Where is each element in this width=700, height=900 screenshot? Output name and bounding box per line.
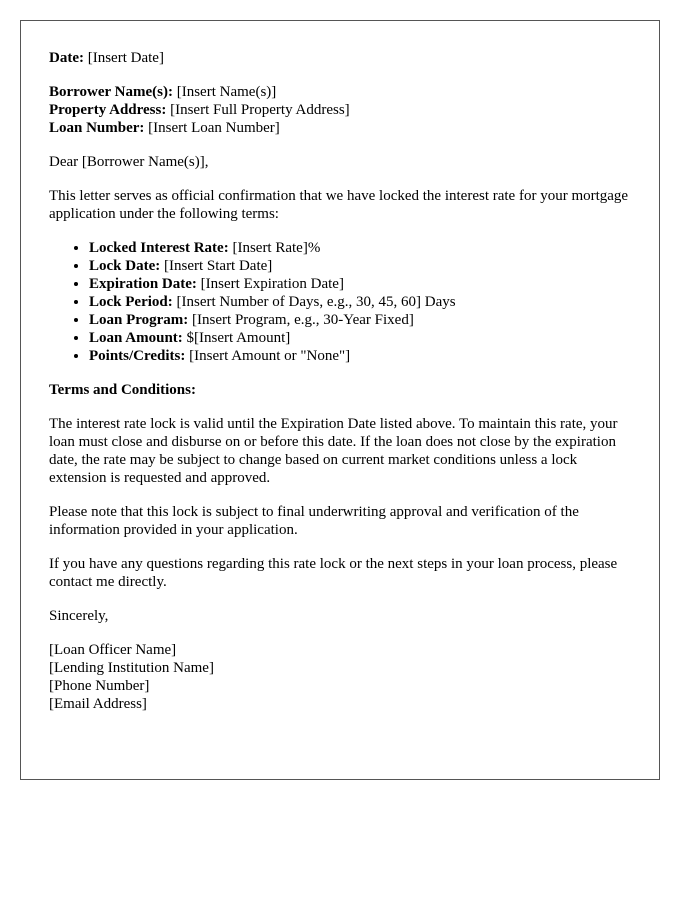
list-item <box>89 293 631 311</box>
list-item <box>89 275 631 293</box>
property-address-value: [Insert Full Property Address] <box>166 102 350 118</box>
borrower-name-line <box>49 83 631 101</box>
loan-officer-name: [Loan Officer Name] <box>49 642 177 658</box>
term-label: Loan Program: <box>89 312 189 328</box>
conditions-heading-text: Terms and Conditions: <box>49 382 196 398</box>
term-value: [Insert Number of Days, e.g., 30, 45, 60] Days <box>172 294 456 310</box>
term-label: Lock Period: <box>89 294 173 310</box>
conditions-heading <box>49 381 631 399</box>
list-item <box>89 311 631 329</box>
date-value: [Insert Date] <box>83 50 164 66</box>
property-address-label: Property Address: <box>49 102 167 118</box>
loan-number-label: Loan Number: <box>49 120 145 136</box>
signature-block <box>49 641 631 713</box>
list-item <box>89 257 631 275</box>
salutation: Dear [Borrower Name(s)], <box>49 154 209 170</box>
date-line <box>49 49 631 67</box>
term-value: [Insert Program, e.g., 30-Year Fixed] <box>188 312 414 328</box>
closing: Sincerely, <box>49 608 109 624</box>
list-item <box>89 329 631 347</box>
validity-paragraph: The interest rate lock is valid until the Expiration Date listed above. To maintain this rate, your loan must close and disburse on or before this date. If the loan does not close by the expiration date, the rate may be subject to change based on current market conditions unless a lock extension is requested and approved. <box>49 416 618 486</box>
phone-number: [Phone Number] <box>49 678 150 694</box>
list-item <box>89 239 631 257</box>
date-label: Date: <box>49 50 84 66</box>
underwriting-paragraph: Please note that this lock is subject to final underwriting approval and verification of the information provided in your application. <box>49 504 579 538</box>
term-value: [Insert Start Date] <box>160 258 273 274</box>
term-label: Loan Amount: <box>89 330 183 346</box>
list-item <box>89 347 631 365</box>
borrower-info <box>49 83 631 137</box>
term-label: Locked Interest Rate: <box>89 240 229 256</box>
term-value: [Insert Amount or "None"] <box>185 348 351 364</box>
intro-paragraph: This letter serves as official confirmation that we have locked the interest rate for your mortgage application under the following terms: <box>49 188 629 222</box>
lending-institution-name: [Lending Institution Name] <box>49 660 214 676</box>
loan-number-line <box>49 119 631 137</box>
loan-number-value: [Insert Loan Number] <box>144 120 280 136</box>
term-value: [Insert Expiration Date] <box>196 276 344 292</box>
email-address: [Email Address] <box>49 696 147 712</box>
contact-paragraph: If you have any questions regarding this rate lock or the next steps in your loan process, please contact me directly. <box>49 556 618 590</box>
term-value: $[Insert Amount] <box>182 330 291 346</box>
borrower-name-label: Borrower Name(s): <box>49 84 173 100</box>
lock-terms-list <box>49 239 631 365</box>
term-label: Points/Credits: <box>89 348 186 364</box>
borrower-name-value: [Insert Name(s)] <box>172 84 277 100</box>
rate-lock-letter <box>20 20 660 780</box>
term-label: Lock Date: <box>89 258 161 274</box>
term-value: [Insert Rate]% <box>228 240 321 256</box>
term-label: Expiration Date: <box>89 276 197 292</box>
property-address-line <box>49 101 631 119</box>
